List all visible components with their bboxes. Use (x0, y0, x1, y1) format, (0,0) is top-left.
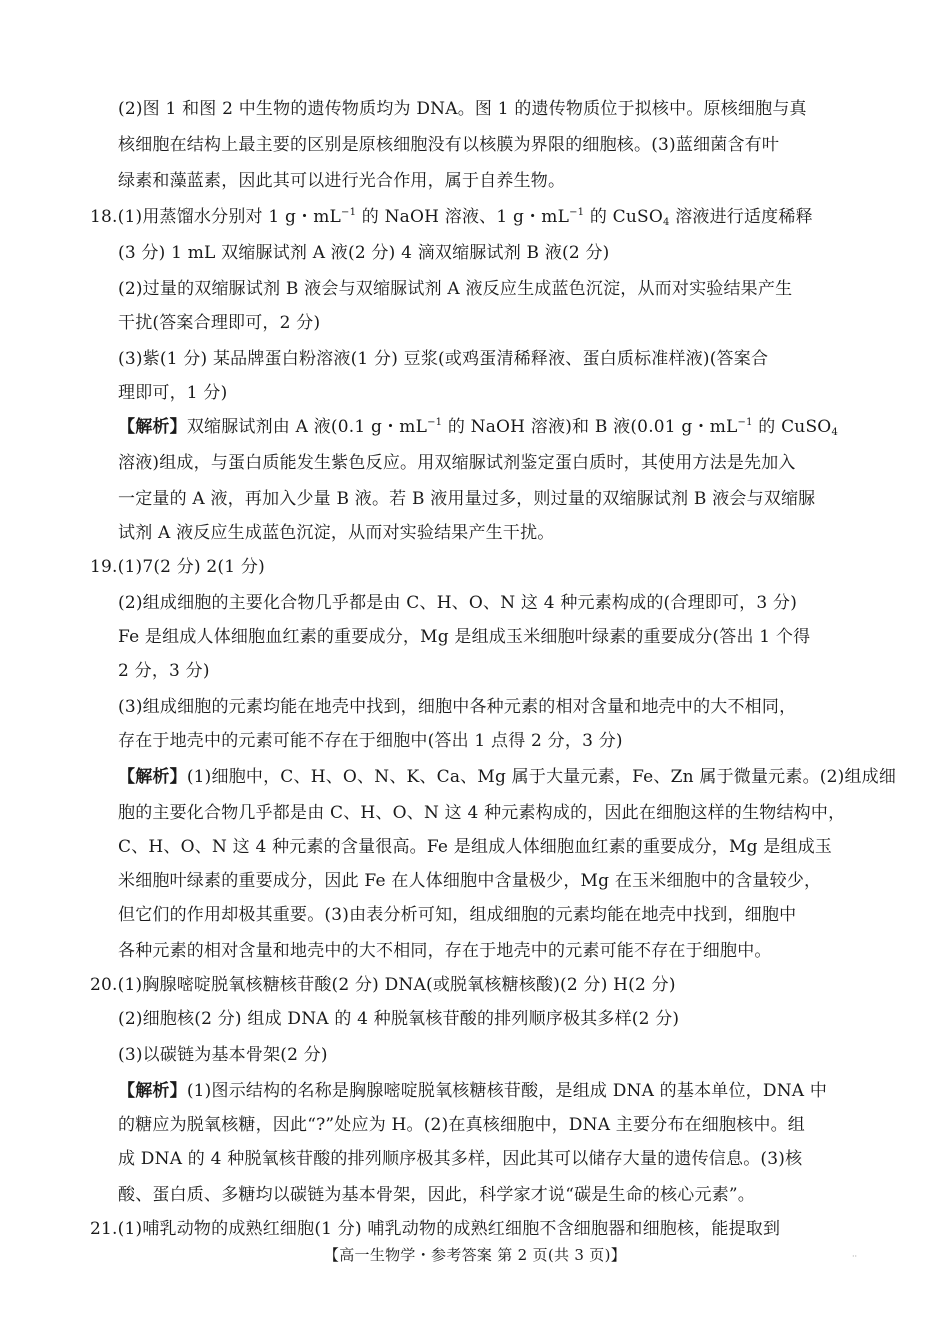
text-line: 胞的主要化合物几乎都是由 C、H、O、N 这 4 种元素构成的，因此在细胞这样的生物结构中， (118, 803, 846, 823)
text-line: Fe 是组成人体细胞血红素的重要成分，Mg 是组成玉米细胞叶绿素的重要成分(答出 1 个得 (118, 627, 811, 647)
text-line: 酸、蛋白质、多糖均以碳链为基本骨架，因此，科学家才说“碳是生命的核心元素”。 (118, 1185, 755, 1205)
text-line: 存在于地壳中的元素可能不存在于细胞中(答出 1 点得 2 分，3 分) (118, 731, 623, 751)
text-line: (2)细胞核(2 分) 组成 DNA 的 4 种脱氧核苷酸的排列顺序极其多样(2 分) (118, 1009, 680, 1029)
question-19-line-1: 19.(1)7(2 分) 2(1 分) (90, 557, 265, 577)
text-line: (2)组成细胞的主要化合物几乎都是由 C、H、O、N 这 4 种元素构成的(合理即可，3 分) (118, 593, 798, 613)
text-line: 但它们的作用却极其重要。(3)由表分析可知，组成细胞的元素均能在地壳中找到，细胞中 (118, 905, 797, 925)
text-line: 成 DNA 的 4 种脱氧核苷酸的排列顺序极其多样，因此其可以储存大量的遗传信息。(3)核 (118, 1149, 803, 1169)
page-footer: 【高一生物学・参考答案 第 2 页(共 3 页)】 (323, 1246, 627, 1264)
text-line: 理即可，1 分) (118, 383, 228, 403)
text-line: 各种元素的相对含量和地壳中的大不相同，存在于地壳中的元素可能不存在于细胞中。 (118, 941, 772, 961)
text-line: (3)紫(1 分) 某品牌蛋白粉溶液(1 分) 豆浆(或鸡蛋清稀释液、蛋白质标准样液)(答案合 (118, 349, 769, 369)
text-line: 绿素和藻蓝素，因此其可以进行光合作用，属于自养生物。 (118, 171, 566, 191)
analysis-label: 【解析】 (118, 767, 187, 787)
text-line: (3)组成细胞的元素均能在地壳中找到，细胞中各种元素的相对含量和地壳中的大不相同， (118, 697, 797, 717)
analysis-20-line-1: 【解析】(1)图示结构的名称是胸腺嘧啶脱氧核糖核苷酸，是组成 DNA 的基本单位，DNA 中 (118, 1081, 828, 1101)
text-line: (3)以碳链为基本骨架(2 分) (118, 1045, 328, 1065)
question-21-line-1: 21.(1)哺乳动物的成熟红细胞(1 分) 哺乳动物的成熟红细胞不含细胞器和细胞核，能提取到 (90, 1219, 781, 1239)
text-line: 干扰(答案合理即可，2 分) (118, 313, 321, 333)
text-line: 一定量的 A 液，再加入少量 B 液。若 B 液用量过多，则过量的双缩脲试剂 B 液会与双缩脲 (118, 489, 816, 509)
text-line: 核细胞在结构上最主要的区别是原核细胞没有以核膜为界限的细胞核。(3)蓝细菌含有叶 (118, 135, 780, 155)
analysis-19-line-1: 【解析】(1)细胞中，C、H、O、N、K、Ca、Mg 属于大量元素，Fe、Zn 属于微量元素。(2)组成细 (118, 767, 897, 787)
text-line: (2)过量的双缩脲试剂 B 液会与双缩脲试剂 A 液反应生成蓝色沉淀，从而对实验结果产生 (118, 279, 793, 299)
analysis-18-line-1: 【解析】双缩脲试剂由 A 液(0.1 g・$mL^{-1}$ 的 NaOH 溶液)和 B 液(0.01 g・$mL^{-1}$ 的 CuSO$_4$ (118, 417, 839, 438)
text-line: (3 分) 1 mL 双缩脲试剂 A 液(2 分) 4 滴双缩脲试剂 B 液(2 分) (118, 243, 610, 263)
question-18-line-1: 18.(1)用蒸馏水分别对 1 g・$mL^{-1}$ 的 NaOH 溶液、1 g・$mL^{-1}$ 的 CuSO$_4$ 溶液进行适度稀释 (90, 207, 813, 228)
analysis-label: 【解析】 (118, 417, 187, 437)
text-line: 的糖应为脱氧核糖，因此“?”处应为 H。(2)在真核细胞中，DNA 主要分布在细胞核中。组 (118, 1115, 805, 1135)
analysis-label: 【解析】 (118, 1081, 187, 1101)
text-line: 试剂 A 液反应生成蓝色沉淀，从而对实验结果产生干扰。 (118, 523, 555, 543)
question-20-line-1: 20.(1)胸腺嘧啶脱氧核糖核苷酸(2 分) DNA(或脱氧核糖核酸)(2 分) H(2 分) (90, 975, 676, 995)
text-line: (2)图 1 和图 2 中生物的遗传物质均为 DNA。图 1 的遗传物质位于拟核中。原核细胞与真 (118, 99, 807, 119)
text-line: 溶液)组成，与蛋白质能发生紫色反应。用双缩脲试剂鉴定蛋白质时，其使用方法是先加入 (118, 453, 796, 473)
text-line: 米细胞叶绿素的重要成分，因此 Fe 在人体细胞中含量极少，Mg 在玉米细胞中的含量较少， (118, 871, 822, 891)
text-line: 2 分，3 分) (118, 661, 210, 681)
text-line: C、H、O、N 这 4 种元素的含量很高。Fe 是组成人体细胞血红素的重要成分，Mg 是组成玉 (118, 837, 833, 857)
corner-mark: ·· (852, 1252, 858, 1261)
